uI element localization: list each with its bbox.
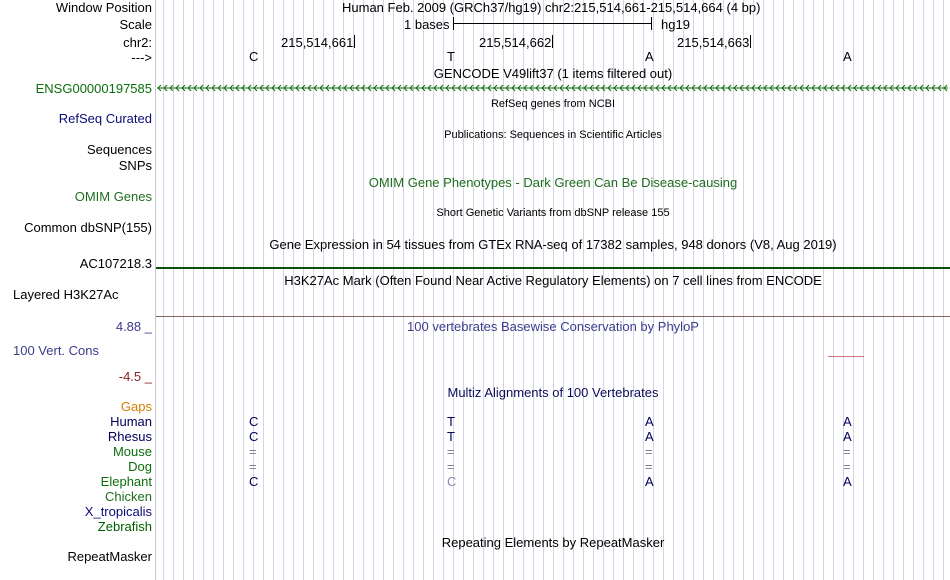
gtex-track-title[interactable]: Gene Expression in 54 tissues from GTEx RNA-seq of 17382 samples, 948 donors (V8, Aug 2019) bbox=[269, 237, 837, 252]
species-label-mouse[interactable]: Mouse bbox=[112, 444, 152, 459]
alignment-base: = bbox=[843, 444, 851, 459]
species-label-x-tropicalis[interactable]: X_tropicalis bbox=[84, 504, 152, 519]
alignment-base: A bbox=[645, 474, 654, 489]
phylop-max-value: 4.88 _ bbox=[115, 319, 152, 334]
window-position-value: Human Feb. 2009 (GRCh37/hg19) chr2:215,514,661-215,514,664 (4 bp) bbox=[342, 0, 761, 15]
omim-track-title[interactable]: OMIM Gene Phenotypes - Dark Green Can Be Disease-causing bbox=[368, 175, 738, 190]
species-label-elephant[interactable]: Elephant bbox=[100, 474, 152, 489]
h3k27ac-signal-baseline bbox=[156, 316, 950, 317]
gtex-item-label[interactable]: AC107218.3 bbox=[79, 256, 152, 271]
species-label-rhesus[interactable]: Rhesus bbox=[107, 429, 152, 444]
alignment-base: = bbox=[843, 459, 851, 474]
scale-bar-right-tick bbox=[651, 17, 652, 30]
position-tick-label-1: 215,514,661 bbox=[281, 35, 354, 50]
alignment-base: A bbox=[843, 474, 852, 489]
species-label-zebrafish[interactable]: Zebrafish bbox=[97, 519, 152, 534]
alignment-base: C bbox=[447, 474, 457, 489]
alignment-base: A bbox=[645, 429, 654, 444]
base-3: A bbox=[645, 49, 654, 64]
gencode-intron-arrows bbox=[157, 81, 948, 95]
alignment-base: = bbox=[249, 444, 257, 459]
alignment-base: A bbox=[843, 414, 852, 429]
gencode-gene-intron[interactable] bbox=[157, 81, 948, 95]
phylop-min-value: -4.5 _ bbox=[118, 369, 152, 384]
species-label-dog[interactable]: Dog bbox=[128, 459, 152, 474]
alignment-base: = bbox=[249, 459, 257, 474]
omim-track-label[interactable]: OMIM Genes bbox=[74, 189, 152, 204]
label-column-separator bbox=[155, 0, 156, 580]
gaps-label: Gaps bbox=[120, 399, 152, 414]
species-label-human[interactable]: Human bbox=[110, 414, 152, 429]
multiz-track-title[interactable]: Multiz Alignments of 100 Vertebrates bbox=[447, 385, 659, 400]
position-tick-3 bbox=[750, 35, 751, 48]
alignment-base: C bbox=[249, 474, 259, 489]
gencode-track-title[interactable]: GENCODE V49lift37 (1 items filtered out) bbox=[433, 66, 673, 81]
snps-track-label[interactable]: SNPs bbox=[118, 158, 152, 173]
alignment-base: T bbox=[447, 429, 455, 444]
gtex-expression-bar[interactable] bbox=[156, 267, 950, 269]
alignment-base: = bbox=[447, 459, 455, 474]
alignment-base: = bbox=[645, 459, 653, 474]
position-tick-label-2: 215,514,662 bbox=[479, 35, 552, 50]
h3k27ac-track-label[interactable]: Layered H3K27Ac bbox=[13, 287, 119, 302]
position-tick-label-3: 215,514,663 bbox=[677, 35, 750, 50]
gencode-item-label[interactable]: ENSG00000197585 bbox=[35, 81, 152, 96]
refseq-track-label[interactable]: RefSeq Curated bbox=[58, 111, 152, 126]
alignment-base: A bbox=[843, 429, 852, 444]
publications-track-title[interactable]: Publications: Sequences in Scientific Articles bbox=[444, 129, 662, 141]
dbsnp-track-title[interactable]: Short Genetic Variants from dbSNP release 155 bbox=[436, 207, 670, 219]
sequences-track-label[interactable]: Sequences bbox=[86, 142, 152, 157]
base-1: C bbox=[249, 49, 259, 64]
alignment-base: A bbox=[645, 414, 654, 429]
species-label-chicken[interactable]: Chicken bbox=[105, 489, 152, 504]
refseq-track-title[interactable]: RefSeq genes from NCBI bbox=[490, 98, 616, 110]
scale-bar-left-tick bbox=[453, 17, 454, 30]
phylop-signal-segment bbox=[828, 356, 864, 357]
scale-assembly: hg19 bbox=[661, 17, 690, 32]
dbsnp-track-label[interactable]: Common dbSNP(155) bbox=[24, 220, 152, 235]
phylop-track-title[interactable]: 100 vertebrates Basewise Conservation by PhyloP bbox=[407, 319, 699, 334]
alignment-base: = bbox=[645, 444, 653, 459]
chrom-label: chr2: bbox=[123, 35, 152, 50]
repeatmasker-track-label[interactable]: RepeatMasker bbox=[67, 549, 152, 564]
scale-text: 1 bases bbox=[404, 17, 450, 32]
phylop-track-label[interactable]: 100 Vert. Cons bbox=[13, 343, 99, 358]
h3k27ac-track-title[interactable]: H3K27Ac Mark (Often Found Near Active Regulatory Elements) on 7 cell lines from ENCODE bbox=[284, 273, 822, 288]
base-2: T bbox=[447, 49, 455, 64]
position-tick-2 bbox=[552, 35, 553, 48]
scale-label: Scale bbox=[119, 17, 152, 32]
position-tick-1 bbox=[354, 35, 355, 48]
alignment-base: C bbox=[249, 414, 259, 429]
alignment-base: = bbox=[447, 444, 455, 459]
alignment-base: C bbox=[249, 429, 259, 444]
base-4: A bbox=[843, 49, 852, 64]
repeatmasker-track-title[interactable]: Repeating Elements by RepeatMasker bbox=[441, 535, 665, 550]
alignment-base: T bbox=[447, 414, 455, 429]
window-position-label: Window Position bbox=[55, 0, 152, 15]
scale-bar bbox=[453, 23, 651, 24]
strand-arrow-label: ---> bbox=[131, 50, 152, 65]
